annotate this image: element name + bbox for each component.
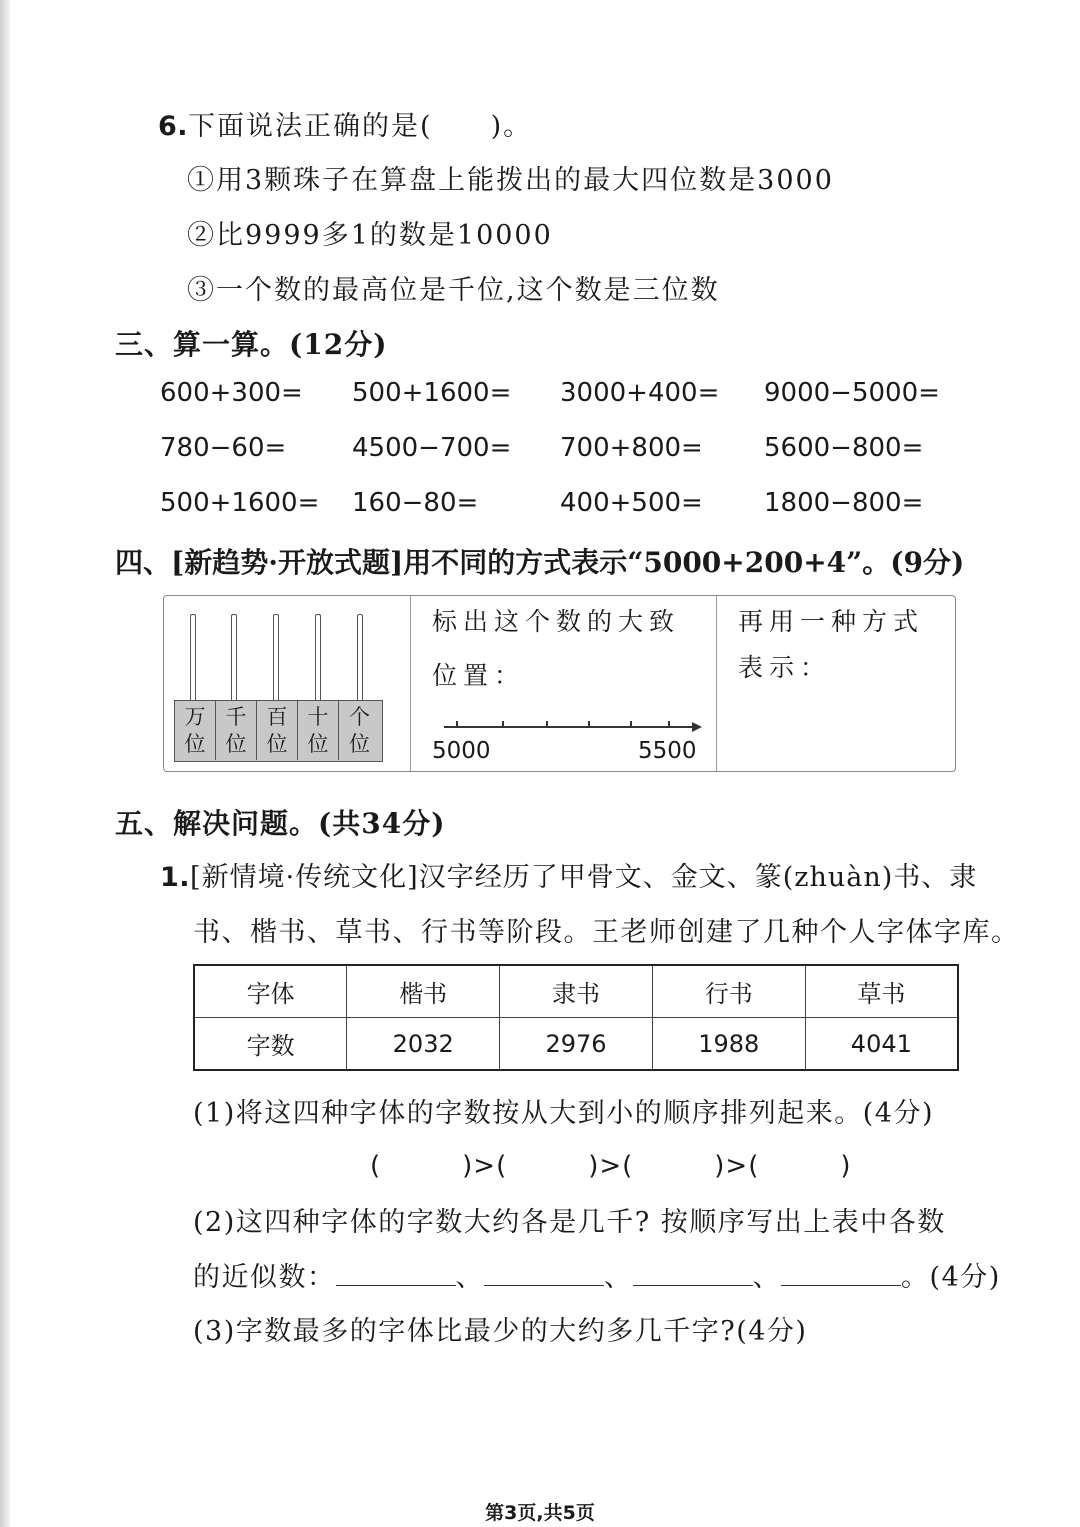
box-divider-1 <box>410 596 411 771</box>
ordering-answer-blanks[interactable]: ( )>( )>( )>( ) <box>370 1151 852 1181</box>
table-row <box>194 965 958 1018</box>
table-row-label: 字数 <box>194 1018 347 1071</box>
numline-instruction-2: 位置： <box>432 661 526 690</box>
numline-panel <box>412 596 716 771</box>
q1-text-1: [新情境·传统文化]汉字经历了甲骨文、金文、篆(zhuàn)书、隶 <box>190 862 978 893</box>
table-header-cell: 字体 <box>194 965 347 1018</box>
numline-tick <box>630 721 632 728</box>
place-wan: 万 位 <box>175 701 216 760</box>
page-footer: 第3页,共5页 <box>485 1502 595 1524</box>
other-way-instruction-2: 表示： <box>738 653 832 682</box>
numline-tick <box>668 721 670 728</box>
q6-number: 6. <box>158 111 189 142</box>
sub-question-1: (1)将这四种字体的字数按从大到小的顺序排列起来。(4分) <box>193 1098 934 1129</box>
section4-title: 四、[新趋势·开放式题]用不同的方式表示“5000+200+4”。(9分) <box>115 546 965 579</box>
approx-blank[interactable] <box>633 1265 753 1286</box>
table-cell: 2976 <box>500 1018 653 1071</box>
numline-instruction-1: 标出这个数的大致 <box>432 607 681 636</box>
abacus-rod-bai <box>273 614 279 702</box>
q1-line-1 <box>160 855 977 894</box>
place-shi: 十 位 <box>298 701 339 760</box>
numline-end-label: 5500 <box>638 738 697 764</box>
numline-arrow-icon <box>692 722 702 732</box>
abacus-rod-wan <box>190 614 196 702</box>
sub-question-2-line-2 <box>193 1255 1001 1294</box>
table-header-cell: 草书 <box>805 965 958 1018</box>
calc-r3-c2: 160−80= <box>352 488 479 518</box>
section3-title: 三、算一算。(12分) <box>115 328 388 361</box>
place-ge: 个 位 <box>349 705 370 756</box>
other-way-instruction-1: 再用一种方式 <box>738 607 925 636</box>
q1-line-2: 书、楷书、草书、行书等阶段。王老师创建了几种个人字体字库。 <box>193 917 1020 948</box>
approx-separator: 、 <box>455 1262 484 1293</box>
table-header-cell: 楷书 <box>347 965 500 1018</box>
approx-suffix: 。(4分) <box>901 1262 1001 1293</box>
q1-number: 1. <box>160 862 191 893</box>
table-cell: 2032 <box>347 1018 500 1071</box>
abacus-rod-qian <box>231 614 237 702</box>
table-header-cell: 隶书 <box>500 965 653 1018</box>
calc-r2-c2: 4500−700= <box>352 433 512 463</box>
numline-tick <box>456 721 458 728</box>
approx-separator: 、 <box>752 1262 781 1293</box>
numline-start-label: 5000 <box>432 738 491 764</box>
calc-r1-c2: 500+1600= <box>352 378 512 408</box>
calc-r1-c3: 3000+400= <box>560 378 720 408</box>
table-row <box>194 1018 958 1071</box>
q6-option-3: ③一个数的最高位是千位,这个数是三位数 <box>187 275 720 306</box>
q6-stem-text: 下面说法正确的是( )。 <box>188 111 533 142</box>
approx-separator: 、 <box>604 1262 633 1293</box>
number-line[interactable] <box>444 726 694 728</box>
place-bai: 百 位 <box>257 701 298 760</box>
abacus-place-labels <box>174 700 383 762</box>
calc-r2-c3: 700+800= <box>560 433 703 463</box>
calc-r3-c4: 1800−800= <box>764 488 924 518</box>
sub-question-3: (3)字数最多的字体比最少的大约多几千字?(4分) <box>193 1316 808 1347</box>
approx-blank[interactable] <box>336 1265 456 1286</box>
sub-question-2-line-1: (2)这四种字体的字数大约各是几千? 按顺序写出上表中各数 <box>193 1207 946 1238</box>
calc-r1-c4: 9000−5000= <box>764 378 940 408</box>
numline-tick <box>588 721 590 728</box>
table-header-cell: 行书 <box>652 965 805 1018</box>
numline-tick <box>546 721 548 728</box>
calc-r2-c1: 780−60= <box>160 433 287 463</box>
calc-r3-c3: 400+500= <box>560 488 703 518</box>
table-cell: 1988 <box>652 1018 805 1071</box>
calc-r3-c1: 500+1600= <box>160 488 320 518</box>
calc-r1-c1: 600+300= <box>160 378 303 408</box>
q6-stem <box>158 104 532 143</box>
numline-tick <box>502 721 504 728</box>
page-edge-shadow <box>0 0 10 1527</box>
abacus-rod-ge <box>357 614 363 702</box>
q6-option-1: ①用3颗珠子在算盘上能拨出的最大四位数是3000 <box>187 165 834 196</box>
open-question-box <box>163 595 956 772</box>
font-count-table <box>193 964 959 1071</box>
q6-option-2: ②比9999多1的数是10000 <box>187 220 553 251</box>
approx-blank[interactable] <box>781 1265 901 1286</box>
other-way-panel <box>718 596 955 771</box>
approx-blank[interactable] <box>484 1265 604 1286</box>
box-divider-2 <box>716 596 717 771</box>
section5-title: 五、解决问题。(共34分) <box>115 807 446 840</box>
place-qian: 千 位 <box>216 701 257 760</box>
abacus-rod-shi <box>315 614 321 702</box>
table-cell: 4041 <box>805 1018 958 1071</box>
approx-prefix: 的近似数： <box>193 1262 336 1293</box>
calc-r2-c4: 5600−800= <box>764 433 924 463</box>
